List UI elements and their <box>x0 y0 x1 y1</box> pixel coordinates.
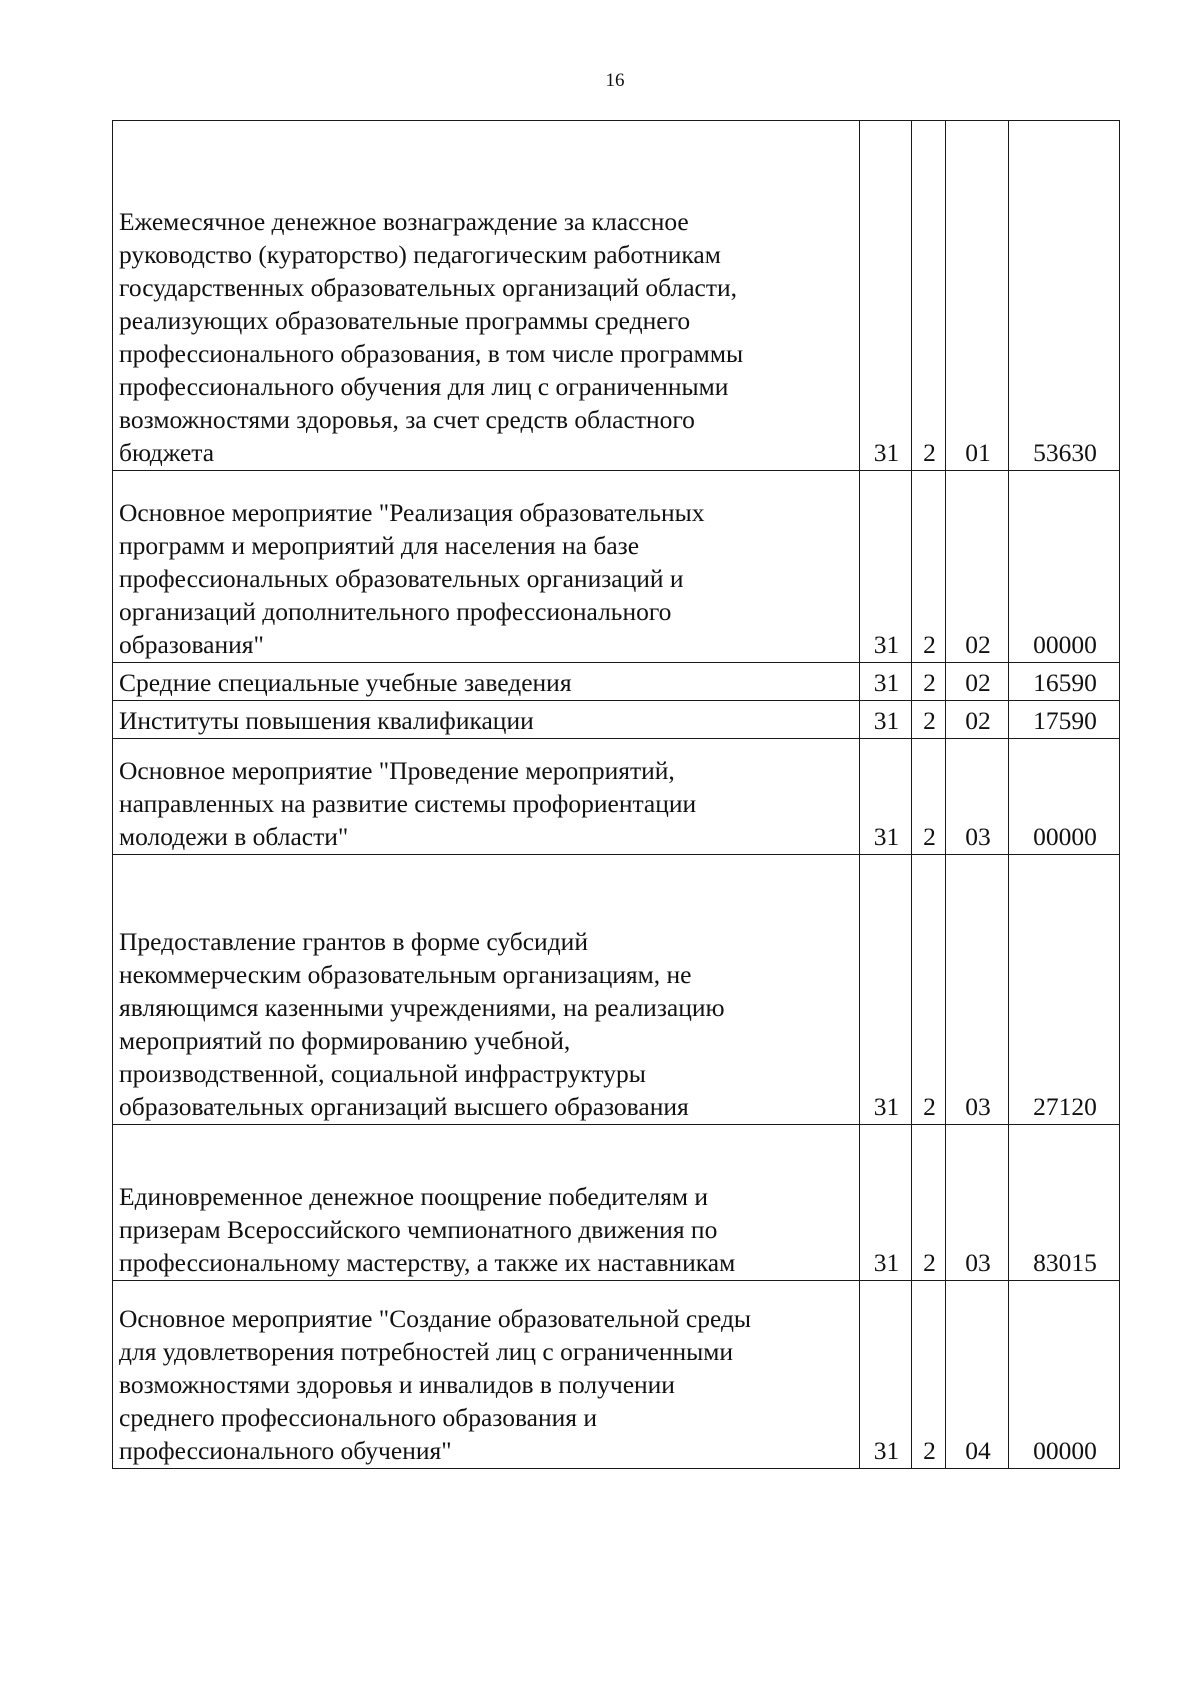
subprogram-code: 2 <box>912 739 946 855</box>
program-code: 31 <box>860 855 912 1125</box>
program-code: 31 <box>860 1125 912 1281</box>
direction-code: 00000 <box>1009 471 1120 663</box>
table-row <box>113 1281 1120 1469</box>
main-event-code: 03 <box>946 739 1009 855</box>
table-row <box>113 121 1120 471</box>
table-row <box>113 855 1120 1125</box>
page-number: 16 <box>605 70 625 91</box>
budget-classification-table <box>112 120 1120 1469</box>
direction-code: 00000 <box>1009 1281 1120 1469</box>
direction-code: 53630 <box>1009 121 1120 471</box>
main-event-code: 02 <box>946 471 1009 663</box>
program-code: 31 <box>860 701 912 739</box>
main-event-code: 03 <box>946 1125 1009 1281</box>
row-name: Основное мероприятие "Создание образовательной среды для удовлетворения потребностей лиц с ограниченными возможностями здоровья и инвалидов в получении среднего профессионального образования и профессионального обучения" <box>113 1281 860 1469</box>
direction-code: 83015 <box>1009 1125 1120 1281</box>
row-name: Единовременное денежное поощрение победителям и призерам Всероссийского чемпионатного движения по профессиональному мастерству, а также их наставникам <box>113 1125 860 1281</box>
table-row <box>113 739 1120 855</box>
table-row <box>113 701 1120 739</box>
main-event-code: 01 <box>946 121 1009 471</box>
row-name: Средние специальные учебные заведения <box>113 663 860 701</box>
direction-code: 27120 <box>1009 855 1120 1125</box>
subprogram-code: 2 <box>912 121 946 471</box>
table-row <box>113 471 1120 663</box>
program-code: 31 <box>860 663 912 701</box>
row-name: Предоставление грантов в форме субсидий некоммерческим образовательным организациям, не являющимся казенными учреждениями, на реализацию мероприятий по формированию учебной, производственной, социальной инфраструктуры образовательных организаций высшего образования <box>113 855 860 1125</box>
program-code: 31 <box>860 471 912 663</box>
program-code: 31 <box>860 739 912 855</box>
table-row <box>113 1125 1120 1281</box>
direction-code: 00000 <box>1009 739 1120 855</box>
program-code: 31 <box>860 1281 912 1469</box>
direction-code: 16590 <box>1009 663 1120 701</box>
row-name: Основное мероприятие "Реализация образовательных программ и мероприятий для населения на базе профессиональных образовательных организаций и организаций дополнительного профессионального образования" <box>113 471 860 663</box>
row-name: Институты повышения квалификации <box>113 701 860 739</box>
main-event-code: 02 <box>946 663 1009 701</box>
subprogram-code: 2 <box>912 701 946 739</box>
main-event-code: 02 <box>946 701 1009 739</box>
direction-code: 17590 <box>1009 701 1120 739</box>
subprogram-code: 2 <box>912 1281 946 1469</box>
table-row <box>113 663 1120 701</box>
row-name: Основное мероприятие "Проведение мероприятий, направленных на развитие системы профориентации молодежи в области" <box>113 739 860 855</box>
subprogram-code: 2 <box>912 1125 946 1281</box>
row-name: Ежемесячное денежное вознаграждение за классное руководство (кураторство) педагогическим работникам государственных образовательных организаций области, реализующих образовательные программы среднего профессионального образования, в том числе программы профессионального обучения для лиц с ограниченными возможностями здоровья, за счет средств областного бюджета <box>113 121 860 471</box>
subprogram-code: 2 <box>912 663 946 701</box>
program-code: 31 <box>860 121 912 471</box>
main-event-code: 04 <box>946 1281 1009 1469</box>
main-event-code: 03 <box>946 855 1009 1125</box>
subprogram-code: 2 <box>912 471 946 663</box>
subprogram-code: 2 <box>912 855 946 1125</box>
